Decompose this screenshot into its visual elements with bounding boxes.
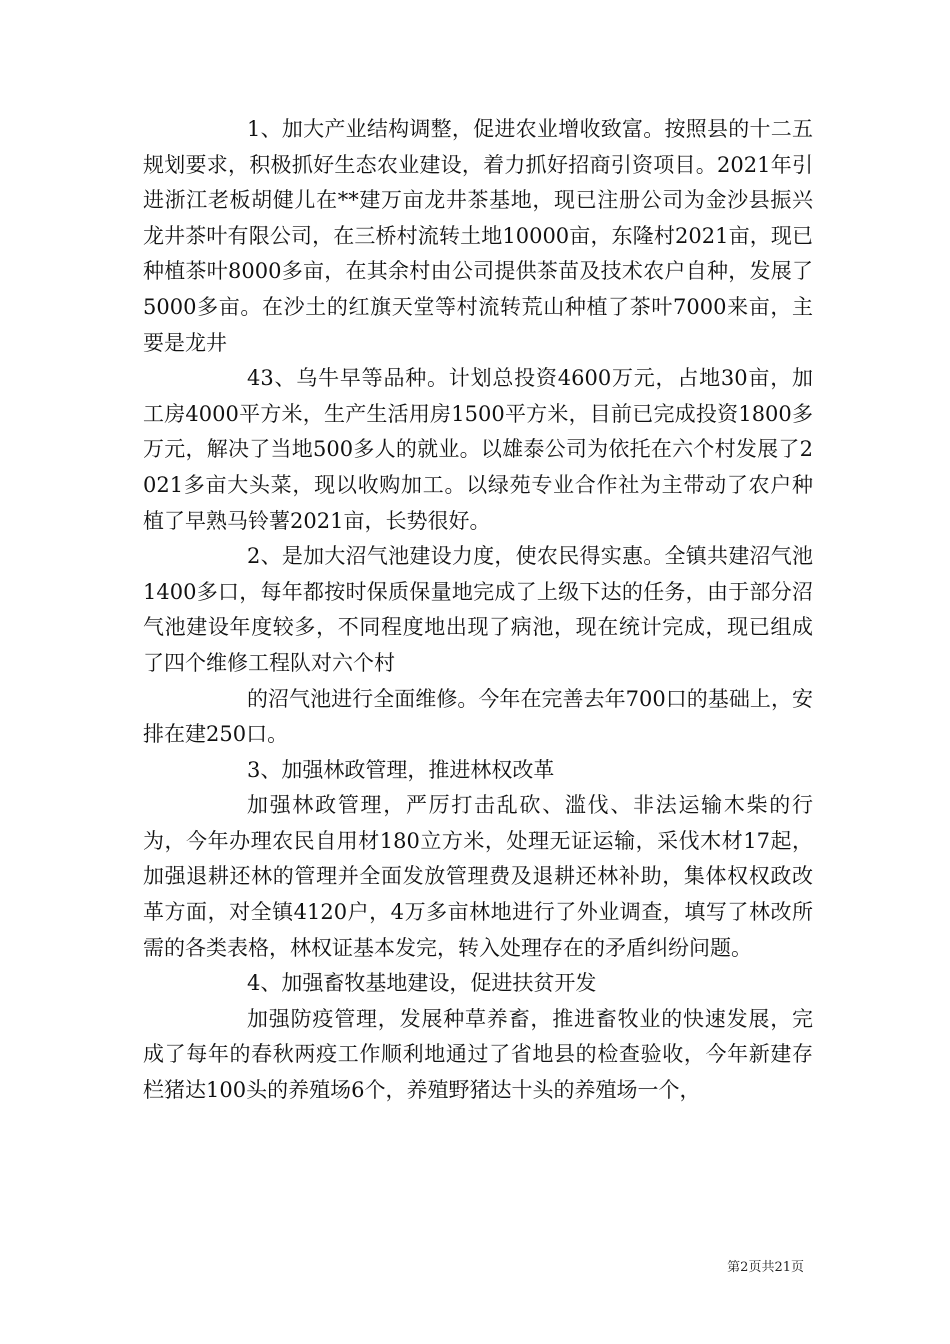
paragraph-industry-structure: 1、加大产业结构调整，促进农业增收致富。按照县的十二五规划要求，积极抓好生态农业建设，着力抓好招商引资项目。2021年引进浙江老板胡健儿在**建万亩龙井茶基地，现已注册公司为金沙县振兴龙井茶叶有限公司，在三桥村流转土地10000亩，东隆村2021亩，现已种植茶叶8000多亩，在其余村由公司提供茶苗及技术农户自种，发展了5000多亩。在沙土的红旗天堂等村流转荒山种植了茶叶7000来亩，主要是龙井 — [143, 117, 813, 355]
paragraph-biogas: 2、是加大沼气池建设力度，使农民得实惠。全镇共建沼气池1400多口，每年都按时保质保量地完成了上级下达的任务，由于部分沼气池建设年度较多，不同程度地出现了病池，现在统计完成，现已组成了四个维修工程队对六个村 — [143, 544, 813, 675]
page-number-footer: 第2页共21页 — [727, 1260, 804, 1275]
heading-forestry: 3、加强林政管理，推进林权改革 — [247, 757, 555, 782]
paragraph-forestry: 加强林政管理，严厉打击乱砍、滥伐、非法运输木柴的行为，今年办理农民自用材180立方米，处理无证运输，采伐木材17起，加强退耕还林的管理并全面发放管理费及退耕还林补助，集体权权政改革方面，对全镇4120户，4万多亩林地进行了外业调查，填写了林改所需的各类表格，林权证基本发完，转入处理存在的矛盾纠纷问题。 — [143, 793, 813, 960]
paragraph-livestock: 加强防疫管理，发展种草养畜，推进畜牧业的快速发展，完成了每年的春秋两疫工作顺利地通过了省地县的检查验收，今年新建存栏猪达100头的养殖场6个，养殖野猪达十头的养殖场一个， — [143, 1006, 813, 1103]
paragraph-tea-varieties: 43、乌牛早等品种。计划总投资4600万元，占地30亩，加工房4000平方米，生产生活用房1500平方米，目前已完成投资1800多万元，解决了当地500多人的就业。以雄泰公司为依托在六个村发展了2021多亩大头菜，现以收购加工。以绿苑专业合作社为主带动了农户种植了早熟马铃薯2021亩，长势很好。 — [143, 366, 813, 533]
paragraph-biogas-continued: 的沼气池进行全面维修。今年在完善去年700口的基础上，安排在建250口。 — [143, 686, 813, 747]
heading-livestock: 4、加强畜牧基地建设，促进扶贫开发 — [247, 971, 597, 996]
document-body — [143, 112, 813, 1109]
